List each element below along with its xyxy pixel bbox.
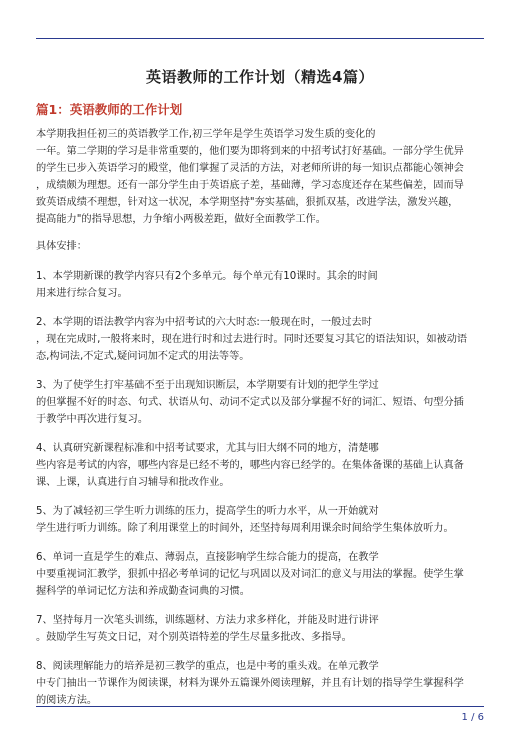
- list-item: 5、为了减轻初三学生听力训练的压力，提高学生的听力水平，从一开始就对 学生进行听力训练。除了利用课堂上的时间外，还坚持每周利用课余时间给学生集体放听力。: [36, 506, 454, 534]
- list-item: 4、认真研究新课程标准和中招考试要求，尤其与旧大纲不同的地方，清楚哪 些内容是考试的内容，哪些内容是已经不考的，哪些内容已经学的。在集体备课的基础上认真备 课、上课，认真进行自习辅导和批改作业。: [36, 443, 464, 488]
- intro-text: 本学期我担任初三的英语教学工作,初三学年是学生英语学习发生质的变化的 一年。第二学期的学习是非常重要的，他们要为即将到来的中招考试打好基础。一部分学生优异 的学生已步入英语学习的殿堂，他们掌握了灵活的方法，对老师所讲的每一知识点都能心领神会 ，成绩颇为理想。还有一部分学生由于英语底子差，基础薄，学习态度还存在某些偏差，固而导 致英语成绩不理想，针对这一状况，本学期坚持"夯实基础，狠抓双基，改进学法，激发兴趣， 提高能力"的指导思想，力争缩小两极差距，做好全面教学工作。: [36, 129, 464, 225]
- list-item: 2、本学期的语法教学内容为中招考试的六大时态:一般现在时，一般过去时 ，现在完成时,一般将来时，现在进行时和过去进行时。同时还要复习其它的语法知识，如被动语 态,构词法,不定式,疑问词加不定式的用法等等。: [36, 317, 468, 362]
- intro-paragraph: [36, 126, 484, 228]
- detail-heading-block: [36, 238, 484, 255]
- list-item: 1、本学期新课的教学内容只有2个多单元。每个单元有10课时。其余的时间 用来进行综合复习。: [36, 271, 378, 299]
- list-item: 7、坚持每月一次笔头训练，训练题材、方法力求多样化，并能及时进行讲评 。鼓励学生写英文日记，对个别英语特差的学生尽量多批改、多指导。: [36, 615, 379, 643]
- header-rule: [36, 38, 484, 39]
- list-item: 6、单词一直是学生的难点、薄弱点，直接影响学生综合能力的提高，在教学 中要重视词汇教学，狠抓中招必考单词的记忆与巩固以及对词汇的意义与用法的掌握。使学生掌 握科学的单词记忆方法和养成勤查词典的习惯。: [36, 552, 464, 597]
- detail-heading: 具体安排：: [36, 241, 87, 252]
- arrangement-list: [36, 268, 484, 709]
- list-item: 8、阅读理解能力的培养是初三教学的重点，也是中考的重头戏。在单元教学 中专门抽出一节课作为阅读课，材料为课外五篇课外阅读理解，并且有计划的指导学生掌握科学 的阅读方法。: [36, 661, 464, 706]
- list-item: 3、为了使学生打牢基础不至于出现知识断层，本学期要有计划的把学生学过 的但掌握不好的时态、句式、状语从句、动词不定式以及部分掌握不好的词汇、短语、句型分插 于教学中再次进行复习。: [36, 380, 464, 425]
- section-title: 篇1：英语教师的工作计划: [36, 102, 183, 117]
- footer-rule: [36, 706, 484, 707]
- page-number: 1 / 6: [461, 712, 484, 723]
- document-title: 英语教师的工作计划（精选4篇）: [146, 68, 374, 86]
